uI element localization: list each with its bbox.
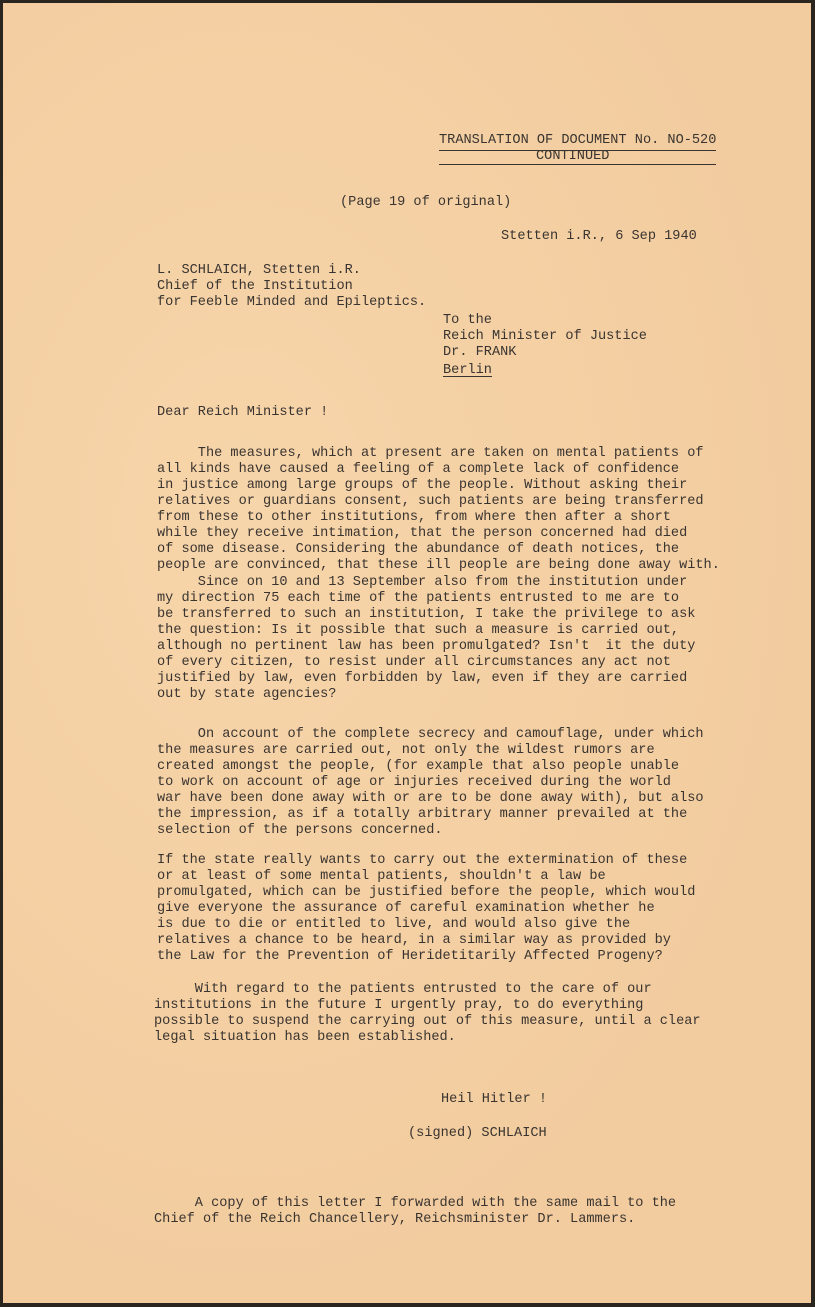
text-line: created amongst the people, (for example that also people unable [157,759,680,774]
closing: Heil Hitler ! [441,1092,548,1107]
recipient-line: To the [443,313,492,328]
text-line: With regard to the patients entrusted to the care of our [154,982,652,997]
place-date: Stetten i.R., 6 Sep 1940 [501,229,697,244]
recipient-line: Reich Minister of Justice [443,329,647,344]
text-line: relatives a chance to be heard, in a similar way as provided by [157,933,671,948]
document-page [3,3,811,1303]
text-line: the measures are carried out, not only the wildest rumors are [157,743,655,758]
text-line: in justice among large groups of the people. Without asking their [157,478,688,493]
text-line: is due to die or entitled to live, and would also give the [157,917,631,932]
text-line: the impression, as if a totally arbitrary manner prevailed at the [157,807,688,822]
paragraph-3 [157,727,704,839]
text-line: while they receive intimation, that the person concerned had died [157,526,688,541]
text-line: out by state agencies? [157,687,337,702]
recipient-city: Berlin [443,363,492,378]
text-line: to work on account of age or injuries received during the world [157,775,671,790]
sender-line: L. SCHLAICH, Stetten i.R. [157,263,361,278]
text-line: The measures, which at present are taken on mental patients of [157,446,704,461]
text-line: people are convinced, that these ill people are being done away with. [157,558,720,573]
text-line: If the state really wants to carry out the extermination of these [157,853,688,868]
text-line: war have been done away with or are to be done away with), but also [157,791,704,806]
document-title: TRANSLATION OF DOCUMENT No. NO-520 [439,133,717,148]
text-line: selection of the persons concerned. [157,823,443,838]
recipient-block [443,313,647,379]
text-line: all kinds have caused a feeling of a complete lack of confidence [157,462,680,477]
text-line: of every citizen, to resist under all circumstances any act not [157,655,671,670]
continued-label: CONTINUED [536,149,610,164]
continued-underline [439,164,716,165]
text-line: the Law for the Prevention of Heridetitarily Affected Progeny? [157,949,663,964]
paragraph-2 [157,575,695,703]
recipient-line: Dr. FRANK [443,345,517,360]
text-line: Since on 10 and 13 September also from the institution under [157,575,688,590]
signature: (signed) SCHLAICH [408,1126,547,1141]
text-line: be transferred to such an institution, I take the privilege to ask [157,607,696,622]
sender-line: for Feeble Minded and Epileptics. [157,295,427,310]
paragraph-1 [157,446,720,574]
text-line: from these to other institutions, from where then after a short [157,510,671,525]
paragraph-4 [157,853,695,965]
text-line: promulgated, which can be justified before the people, which would [157,885,696,900]
text-line: justified by law, even forbidden by law, even if they are carried [157,671,688,686]
sender-block [157,263,426,311]
page-note: (Page 19 of original) [340,195,512,210]
text-line: the question: Is it possible that such a measure is carried out, [157,623,680,638]
text-line: give everyone the assurance of careful examination whether he [157,901,655,916]
text-line: Chief of the Reich Chancellery, Reichsminister Dr. Lammers. [154,1212,636,1227]
text-line: institutions in the future I urgently pray, to do everything [154,998,644,1013]
paragraph-5 [154,982,701,1046]
text-line: or at least of some mental patients, shouldn't a law be [157,869,606,884]
text-line: although no pertinent law has been promulgated? Isn't it the duty [157,639,696,654]
text-line: A copy of this letter I forwarded with the same mail to the [154,1196,677,1211]
text-line: my direction 75 each time of the patients entrusted to me are to [157,591,680,606]
text-line: possible to suspend the carrying out of this measure, until a clear [154,1014,701,1029]
salutation: Dear Reich Minister ! [157,405,329,420]
text-line: of some disease. Considering the abundance of death notices, the [157,542,680,557]
sender-line: Chief of the Institution [157,279,353,294]
postscript [154,1196,676,1228]
text-line: On account of the complete secrecy and camouflage, under which [157,727,704,742]
text-line: relatives or guardians consent, such patients are being transferred [157,494,704,509]
text-line: legal situation has been established. [154,1030,456,1045]
